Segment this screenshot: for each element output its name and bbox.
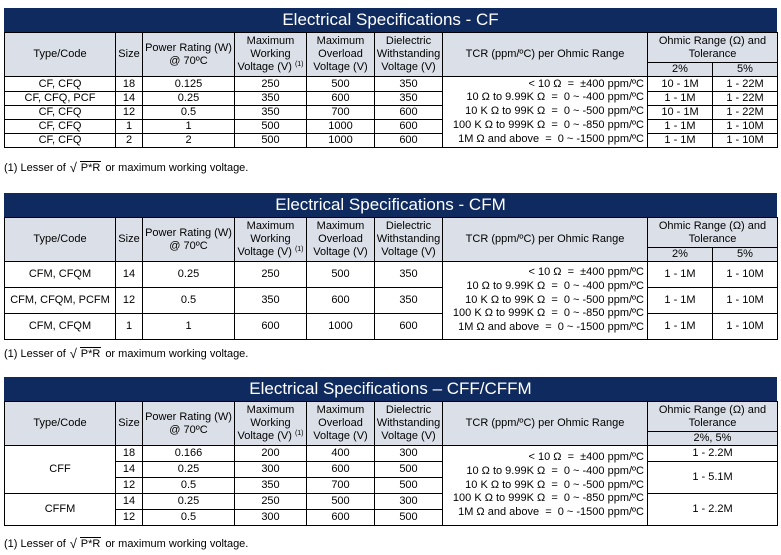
cff-title: Electrical Specifications – CFF/CFFM: [4, 377, 777, 401]
header-ohmic: Ohmic Range (Ω) and Tolerance: [648, 402, 778, 432]
table-cell: 1 - 1M: [648, 134, 713, 148]
footnote-suffix: or maximum working voltage.: [105, 348, 249, 360]
header-power: Power Rating (W) @ 70ºC: [143, 33, 235, 77]
cf-table: [4, 32, 778, 148]
tcr-cell: < 10 Ω = ±400 ppm/ºC 10 Ω to 9.99K Ω = 0 ~ -400 ppm/ºC 10 K Ω to 99K Ω = 0 ~ -500 ppm/ºC 100 K Ω to 999K Ω = 0 ~ -850 ppm/ºC 1M Ω and above = 0 ~ -1500 ppm/ºC: [443, 262, 648, 340]
table-cell: 350: [375, 288, 443, 314]
table-cell: 600: [375, 106, 443, 120]
table-cell: 600: [375, 314, 443, 340]
table-cell: 1 - 10M: [713, 288, 778, 314]
table-cell: 12: [116, 478, 143, 494]
header-tcr: TCR (ppm/ºC) per Ohmic Range: [443, 218, 648, 262]
table-cell: 12: [116, 288, 143, 314]
table-cell: 1: [143, 120, 235, 134]
header-max-overload: Maximum Overload Voltage (V): [307, 402, 375, 446]
table-cell: 300: [235, 462, 307, 478]
header-tol-2: 2%: [648, 248, 713, 262]
footnote-prefix: (1) Lesser of: [4, 348, 66, 360]
table-cell: 350: [375, 92, 443, 106]
table-cell: 500: [235, 134, 307, 148]
table-cell: CF, CFQ: [5, 77, 116, 92]
table-cell: 1 - 22M: [713, 77, 778, 92]
table-cell: 0.25: [143, 92, 235, 106]
footnote-marker: (1): [294, 61, 304, 68]
table-cell: 0.5: [143, 106, 235, 120]
table-cell: 0.25: [143, 494, 235, 510]
table-cell: CF, CFQ: [5, 120, 116, 134]
header-max-overload: Maximum Overload Voltage (V): [307, 218, 375, 262]
header-power: Power Rating (W) @ 70ºC: [143, 218, 235, 262]
footnote-radicand: P*R: [80, 348, 101, 360]
table-cell: 600: [375, 120, 443, 134]
table-cell: 0.5: [143, 478, 235, 494]
footnote-prefix: (1) Lesser of: [4, 538, 66, 550]
header-dielectric: Dielectric Withstanding Voltage (V): [375, 402, 443, 446]
table-cell: 1000: [307, 314, 375, 340]
table-cell: 12: [116, 510, 143, 526]
table-cell: 14: [116, 462, 143, 478]
table-cell: 1 - 1M: [648, 288, 713, 314]
table-cell: 300: [235, 510, 307, 526]
cf-section: [4, 8, 777, 148]
table-cell: 600: [307, 92, 375, 106]
table-cell: 1000: [307, 120, 375, 134]
table-cell: 250: [235, 494, 307, 510]
header-max-working-label: Maximum Working Voltage (V): [237, 35, 295, 73]
table-cell: 1 - 1M: [648, 314, 713, 340]
header-type-code: Type/Code: [5, 218, 116, 262]
table-cell: 12: [116, 106, 143, 120]
table-cell: 0.125: [143, 77, 235, 92]
header-tol-both: 2%, 5%: [648, 432, 778, 446]
header-max-working-label: Maximum Working Voltage (V): [237, 220, 295, 258]
table-cell: 1 - 10M: [713, 120, 778, 134]
table-cell: 0.166: [143, 446, 235, 462]
table-cell: 1 - 5.1M: [648, 462, 778, 494]
footnote: [4, 348, 248, 360]
table-cell: 1: [143, 314, 235, 340]
header-size: Size: [116, 402, 143, 446]
table-cell: 1 - 22M: [713, 92, 778, 106]
table-cell: 600: [307, 462, 375, 478]
cfm-title: Electrical Specifications - CFM: [4, 193, 777, 217]
table-cell: 500: [307, 77, 375, 92]
footnote: [4, 538, 248, 550]
table-cell: 14: [116, 494, 143, 510]
table-cell: 350: [235, 478, 307, 494]
table-cell: 1 - 10M: [713, 314, 778, 340]
table-cell: 350: [235, 288, 307, 314]
table-cell: 0.25: [143, 462, 235, 478]
table-cell: 600: [235, 314, 307, 340]
table-cell: 1: [116, 314, 143, 340]
table-cell: CF, CFQ, PCF: [5, 92, 116, 106]
table-cell: CFM, CFQM: [5, 262, 116, 288]
table-cell: 350: [375, 262, 443, 288]
footnote-suffix: or maximum working voltage.: [105, 162, 249, 174]
table-cell: 350: [235, 106, 307, 120]
header-type-code: Type/Code: [5, 33, 116, 77]
sqrt-icon: √: [69, 346, 77, 361]
header-ohmic: Ohmic Range (Ω) and Tolerance: [648, 218, 778, 248]
table-cell: 18: [116, 77, 143, 92]
table-cell: 400: [307, 446, 375, 462]
cf-title: Electrical Specifications - CF: [4, 8, 777, 32]
footnote-radicand: P*R: [80, 538, 101, 550]
header-size: Size: [116, 218, 143, 262]
table-cell: 10 - 1M: [648, 77, 713, 92]
table-cell-type: CFF: [5, 446, 116, 494]
table-cell: 500: [375, 462, 443, 478]
table-cell: CF, CFQ: [5, 134, 116, 148]
table-cell: 250: [235, 262, 307, 288]
table-cell: 350: [375, 77, 443, 92]
cfm-section: [4, 193, 777, 340]
header-tol-5: 5%: [713, 63, 778, 77]
table-cell: 350: [235, 92, 307, 106]
footnote-marker: (1): [294, 430, 304, 437]
header-max-working-label: Maximum Working Voltage (V): [237, 404, 295, 442]
header-max-working: [235, 402, 307, 446]
header-max-overload: Maximum Overload Voltage (V): [307, 33, 375, 77]
cff-section: [4, 377, 777, 526]
table-cell: 1 - 10M: [713, 134, 778, 148]
header-max-working: [235, 33, 307, 77]
table-cell: 1 - 22M: [713, 106, 778, 120]
table-cell: 1 - 2.2M: [648, 446, 778, 462]
header-dielectric: Dielectric Withstanding Voltage (V): [375, 33, 443, 77]
table-cell: 1000: [307, 134, 375, 148]
table-cell: 300: [375, 494, 443, 510]
header-size: Size: [116, 33, 143, 77]
table-cell: 1 - 1M: [648, 120, 713, 134]
header-dielectric: Dielectric Withstanding Voltage (V): [375, 218, 443, 262]
table-cell: 1 - 1M: [648, 92, 713, 106]
table-cell: 250: [235, 77, 307, 92]
header-tol-5: 5%: [713, 248, 778, 262]
table-cell: 600: [375, 134, 443, 148]
sqrt-expression: [70, 538, 102, 550]
table-cell: 500: [307, 262, 375, 288]
header-tcr: TCR (ppm/ºC) per Ohmic Range: [443, 402, 648, 446]
table-cell: 1 - 1M: [648, 262, 713, 288]
footnote-marker: (1): [294, 246, 304, 253]
cfm-table: [4, 217, 778, 340]
table-cell: 14: [116, 92, 143, 106]
table-cell: 500: [307, 494, 375, 510]
table-cell-type: CFFM: [5, 494, 116, 526]
table-cell: 200: [235, 446, 307, 462]
table-cell: 1 - 2.2M: [648, 494, 778, 526]
header-tcr: TCR (ppm/ºC) per Ohmic Range: [443, 33, 648, 77]
header-tol-2: 2%: [648, 63, 713, 77]
footnote-prefix: (1) Lesser of: [4, 162, 66, 174]
header-power: Power Rating (W) @ 70ºC: [143, 402, 235, 446]
table-cell: 18: [116, 446, 143, 462]
table-cell: 500: [375, 478, 443, 494]
table-cell: 700: [307, 106, 375, 120]
table-cell: 14: [116, 262, 143, 288]
sqrt-icon: √: [69, 160, 77, 175]
table-cell: 300: [375, 446, 443, 462]
table-cell: 10 - 1M: [648, 106, 713, 120]
table-cell: 600: [307, 288, 375, 314]
table-cell: CFM, CFQM: [5, 314, 116, 340]
table-cell: 500: [235, 120, 307, 134]
header-max-working: [235, 218, 307, 262]
table-cell: 500: [375, 510, 443, 526]
table-cell: 0.5: [143, 510, 235, 526]
footnote: [4, 162, 248, 174]
table-cell: CF, CFQ: [5, 106, 116, 120]
table-cell: 2: [116, 134, 143, 148]
tcr-cell: < 10 Ω = ±400 ppm/ºC 10 Ω to 9.99K Ω = 0 ~ -400 ppm/ºC 10 K Ω to 99K Ω = 0 ~ -500 ppm/ºC 100 K Ω to 999K Ω = 0 ~ -850 ppm/ºC 1M Ω and above = 0 ~ -1500 ppm/ºC: [443, 446, 648, 526]
table-cell: 0.5: [143, 288, 235, 314]
table-cell: 1 - 10M: [713, 262, 778, 288]
table-cell: 2: [143, 134, 235, 148]
table-cell: CFM, CFQM, PCFM: [5, 288, 116, 314]
sqrt-icon: √: [69, 536, 77, 551]
sqrt-expression: [70, 162, 102, 174]
tcr-cell: < 10 Ω = ±400 ppm/ºC 10 Ω to 9.99K Ω = 0 ~ -400 ppm/ºC 10 K Ω to 99K Ω = 0 ~ -500 ppm/ºC 100 K Ω to 999K Ω = 0 ~ -850 ppm/ºC 1M Ω and above = 0 ~ -1500 ppm/ºC: [443, 77, 648, 148]
table-cell: 600: [307, 510, 375, 526]
table-cell: 0.25: [143, 262, 235, 288]
table-cell: 700: [307, 478, 375, 494]
sqrt-expression: [70, 348, 102, 360]
cff-table: [4, 401, 778, 526]
header-ohmic: Ohmic Range (Ω) and Tolerance: [648, 33, 778, 63]
table-cell: 1: [116, 120, 143, 134]
footnote-suffix: or maximum working voltage.: [105, 538, 249, 550]
header-type-code: Type/Code: [5, 402, 116, 446]
footnote-radicand: P*R: [80, 162, 101, 174]
